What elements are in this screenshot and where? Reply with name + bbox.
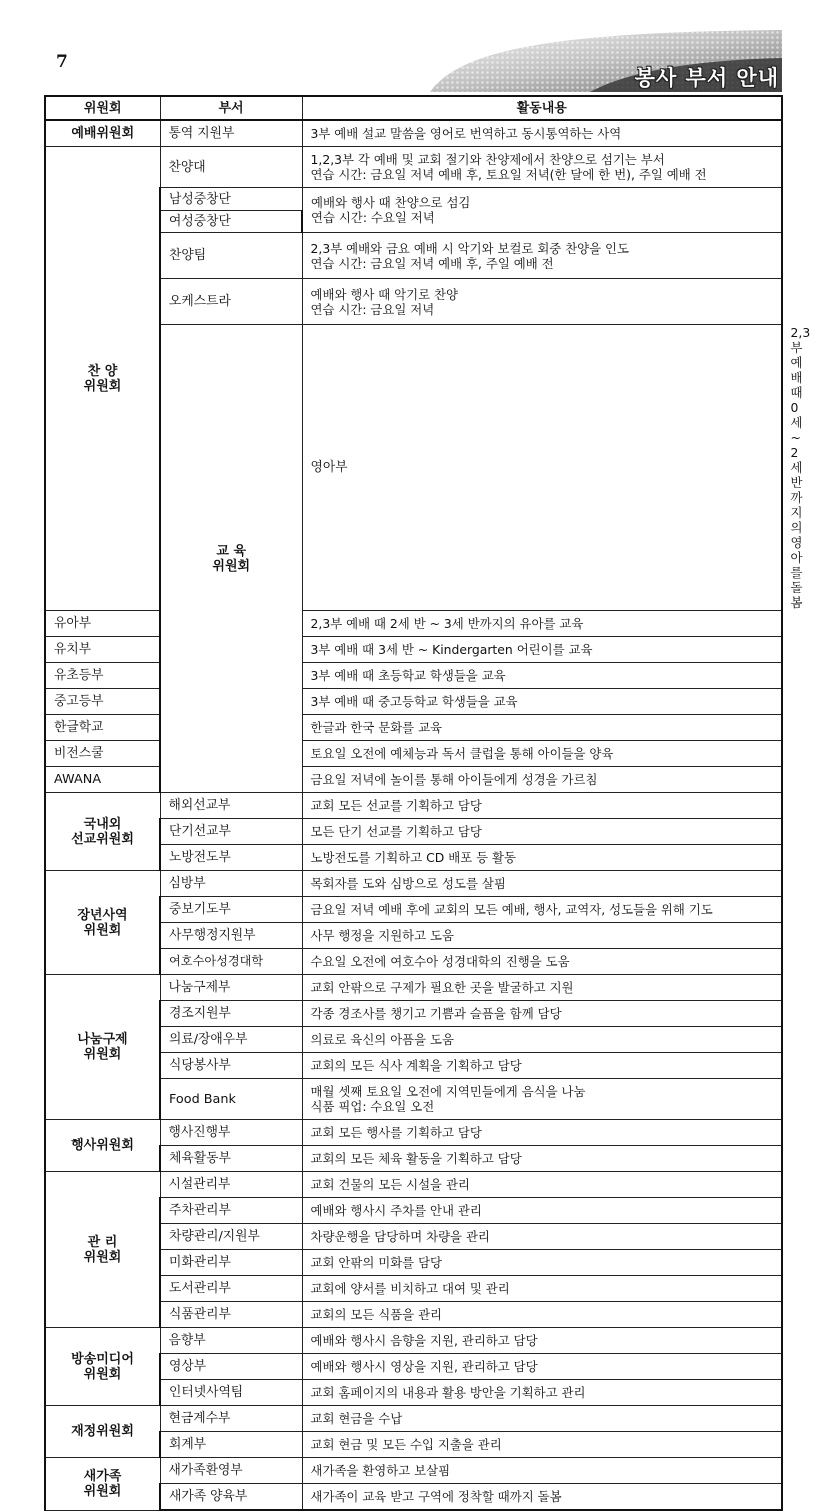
activity-cell: 교회의 모든 식사 계획을 기획하고 담당 bbox=[302, 1053, 782, 1079]
table-row bbox=[45, 1328, 782, 1354]
table-row bbox=[45, 1458, 782, 1484]
committee-cell: 찬 양 위원회 bbox=[45, 147, 160, 611]
activity-cell: 차량운행을 담당하며 차량을 관리 bbox=[302, 1224, 782, 1250]
department-cell: 중보기도부 bbox=[160, 897, 302, 923]
department-cell: 식당봉사부 bbox=[160, 1053, 302, 1079]
department-cell: 비전스쿨 bbox=[45, 741, 160, 767]
department-cell: 나눔구제부 bbox=[160, 975, 302, 1001]
activity-cell: 새가족을 환영하고 보살핌 bbox=[302, 1458, 782, 1484]
activity-cell: 각종 경조사를 챙기고 기쁨과 슬픔을 함께 담당 bbox=[302, 1001, 782, 1027]
department-cell: 체육활동부 bbox=[160, 1146, 302, 1172]
department-cell: 한글학교 bbox=[45, 715, 160, 741]
department-cell: 심방부 bbox=[160, 871, 302, 897]
department-cell: 현금계수부 bbox=[160, 1406, 302, 1432]
table-row bbox=[45, 1120, 782, 1146]
committee-cell: 관 리 위원회 bbox=[45, 1172, 160, 1328]
activity-cell: 교회 모든 선교를 기획하고 담당 bbox=[302, 793, 782, 819]
activity-cell: 교회 안팎으로 구제가 필요한 곳을 발굴하고 지원 bbox=[302, 975, 782, 1001]
activity-cell: 교회에 양서를 비치하고 대여 및 관리 bbox=[302, 1276, 782, 1302]
table-row bbox=[45, 975, 782, 1001]
table-row bbox=[45, 637, 782, 663]
department-cell: 인터넷사역팀 bbox=[160, 1380, 302, 1406]
committee-cell: 재정위원회 bbox=[45, 1406, 160, 1458]
committee-cell: 예배위원회 bbox=[45, 120, 160, 147]
committee-cell: 국내외 선교위원회 bbox=[45, 793, 160, 871]
department-cell: 미화관리부 bbox=[160, 1250, 302, 1276]
page-number: 7 bbox=[56, 52, 68, 72]
activity-cell: 교회 안팎의 미화를 담당 bbox=[302, 1250, 782, 1276]
activity-cell: 노방전도를 기획하고 CD 배포 등 활동 bbox=[302, 845, 782, 871]
committee-cell: 나눔구제 위원회 bbox=[45, 975, 160, 1120]
activity-cell: 한글과 한국 문화를 교육 bbox=[302, 715, 782, 741]
department-cell: 회계부 bbox=[160, 1432, 302, 1458]
activity-cell: 2,3부 예배 때 2세 반 ~ 3세 반까지의 유아를 교육 bbox=[302, 611, 782, 637]
table-row bbox=[45, 767, 782, 793]
table-row bbox=[45, 715, 782, 741]
activity-cell: 1,2,3부 각 예배 및 교회 절기와 찬양제에서 찬양으로 섬기는 부서 연습 시간: 금요일 저녁 예배 후, 토요일 저녁(한 달에 한 번), 주일 예배 전 bbox=[302, 147, 782, 188]
department-cell: 사무행정지원부 bbox=[160, 923, 302, 949]
department-cell: 행사진행부 bbox=[160, 1120, 302, 1146]
activity-cell: 목회자를 도와 심방으로 성도를 살핌 bbox=[302, 871, 782, 897]
department-cell: 단기선교부 bbox=[160, 819, 302, 845]
department-cell: 의료/장애우부 bbox=[160, 1027, 302, 1053]
department-table bbox=[44, 95, 811, 1511]
department-cell: 경조지원부 bbox=[160, 1001, 302, 1027]
table-row bbox=[45, 689, 782, 715]
activity-cell: 예배와 행사 때 악기로 찬양 연습 시간: 금요일 저녁 bbox=[302, 279, 782, 325]
table-row bbox=[45, 120, 782, 147]
activity-cell: 교회의 모든 식품을 관리 bbox=[302, 1302, 782, 1328]
activity-cell: 금요일 저녁에 놀이를 통해 아이들에게 성경을 가르침 bbox=[302, 767, 782, 793]
header-activity: 활동내용 bbox=[302, 96, 782, 120]
department-cell: 노방전도부 bbox=[160, 845, 302, 871]
header-department: 부서 bbox=[160, 96, 302, 120]
department-cell: 여성중창단 bbox=[160, 211, 302, 233]
table-row bbox=[45, 1172, 782, 1198]
activity-cell: 의료로 육신의 아픔을 도움 bbox=[302, 1027, 782, 1053]
activity-cell: 교회 홈페이지의 내용과 활용 방안을 기획하고 관리 bbox=[302, 1380, 782, 1406]
department-cell: Food Bank bbox=[160, 1079, 302, 1120]
committee-cell: 새가족 위원회 bbox=[45, 1458, 160, 1511]
activity-cell: 매월 셋째 토요일 오전에 지역민들에게 음식을 나눔 식품 픽업: 수요일 오전 bbox=[302, 1079, 782, 1120]
activity-cell: 토요일 오전에 예체능과 독서 클럽을 통해 아이들을 양육 bbox=[302, 741, 782, 767]
department-cell: 새가족환영부 bbox=[160, 1458, 302, 1484]
department-cell: 영아부 bbox=[302, 325, 782, 611]
activity-cell: 3부 예배 때 3세 반 ~ Kindergarten 어린이를 교육 bbox=[302, 637, 782, 663]
activity-cell: 교회 건물의 모든 시설을 관리 bbox=[302, 1172, 782, 1198]
department-cell: 영상부 bbox=[160, 1354, 302, 1380]
department-cell: 주차관리부 bbox=[160, 1198, 302, 1224]
activity-cell: 3부 예배 설교 말씀을 영어로 번역하고 동시통역하는 사역 bbox=[302, 120, 782, 147]
department-cell: 도서관리부 bbox=[160, 1276, 302, 1302]
department-cell: 유치부 bbox=[45, 637, 160, 663]
table-row bbox=[45, 611, 782, 637]
banner-title: 봉사 부서 안내 bbox=[634, 66, 779, 90]
activity-cell: 예배와 행사시 음향을 지원, 관리하고 담당 bbox=[302, 1328, 782, 1354]
department-cell: 남성중창단 bbox=[160, 188, 302, 211]
department-cell: 차량관리/지원부 bbox=[160, 1224, 302, 1250]
department-cell: AWANA bbox=[45, 767, 160, 793]
table-row: 교 육 위원회 영아부 2,3부 예배 때 0세 ~ 2세 반까지의 영아를 돌봄 bbox=[45, 325, 782, 611]
department-cell: 오케스트라 bbox=[160, 279, 302, 325]
department-cell: 해외선교부 bbox=[160, 793, 302, 819]
table-row bbox=[45, 793, 782, 819]
activity-cell: 예배와 행사 때 찬양으로 섬김 연습 시간: 수요일 저녁 bbox=[302, 188, 782, 233]
department-cell: 유아부 bbox=[45, 611, 160, 637]
department-cell: 유초등부 bbox=[45, 663, 160, 689]
activity-cell: 모든 단기 선교를 기획하고 담당 bbox=[302, 819, 782, 845]
department-cell: 새가족 양육부 bbox=[160, 1484, 302, 1511]
table-row bbox=[45, 741, 782, 767]
department-cell: 중고등부 bbox=[45, 689, 160, 715]
committee-cell: 교 육 위원회 bbox=[160, 325, 302, 793]
table-row bbox=[45, 1406, 782, 1432]
table-row bbox=[45, 871, 782, 897]
activity-cell: 사무 행정을 지원하고 도움 bbox=[302, 923, 782, 949]
activity-cell: 새가족이 교육 받고 구역에 정착할 때까지 돌봄 bbox=[302, 1484, 782, 1511]
activity-cell: 교회 현금을 수납 bbox=[302, 1406, 782, 1432]
department-cell: 여호수아성경대학 bbox=[160, 949, 302, 975]
table-row bbox=[45, 663, 782, 689]
committee-cell: 장년사역 위원회 bbox=[45, 871, 160, 975]
department-cell: 찬양대 bbox=[160, 147, 302, 188]
activity-cell: 예배와 행사시 주차를 안내 관리 bbox=[302, 1198, 782, 1224]
department-cell: 음향부 bbox=[160, 1328, 302, 1354]
activity-cell: 금요일 저녁 예배 후에 교회의 모든 예배, 행사, 교역자, 성도들을 위해 기도 bbox=[302, 897, 782, 923]
activity-cell: 3부 예배 때 초등학교 학생들을 교육 bbox=[302, 663, 782, 689]
header-committee: 위원회 bbox=[45, 96, 160, 120]
table-row bbox=[45, 147, 782, 188]
activity-cell: 교회 현금 및 모든 수입 지출을 관리 bbox=[302, 1432, 782, 1458]
activity-cell: 3부 예배 때 중고등학교 학생들을 교육 bbox=[302, 689, 782, 715]
committee-cell: 방송미디어 위원회 bbox=[45, 1328, 160, 1406]
activity-cell: 교회의 모든 체육 활동을 기획하고 담당 bbox=[302, 1146, 782, 1172]
department-cell: 시설관리부 bbox=[160, 1172, 302, 1198]
activity-cell: 2,3부 예배와 금요 예배 시 악기와 보컬로 회중 찬양을 인도 연습 시간: 금요일 저녁 예배 후, 주일 예배 전 bbox=[302, 233, 782, 279]
department-cell: 통역 지원부 bbox=[160, 120, 302, 147]
activity-cell: 수요일 오전에 여호수아 성경대학의 진행을 도움 bbox=[302, 949, 782, 975]
department-cell: 찬양팀 bbox=[160, 233, 302, 279]
activity-cell: 예배와 행사시 영상을 지원, 관리하고 담당 bbox=[302, 1354, 782, 1380]
activity-cell: 교회 모든 행사를 기획하고 담당 bbox=[302, 1120, 782, 1146]
department-cell: 식품관리부 bbox=[160, 1302, 302, 1328]
committee-cell: 행사위원회 bbox=[45, 1120, 160, 1172]
